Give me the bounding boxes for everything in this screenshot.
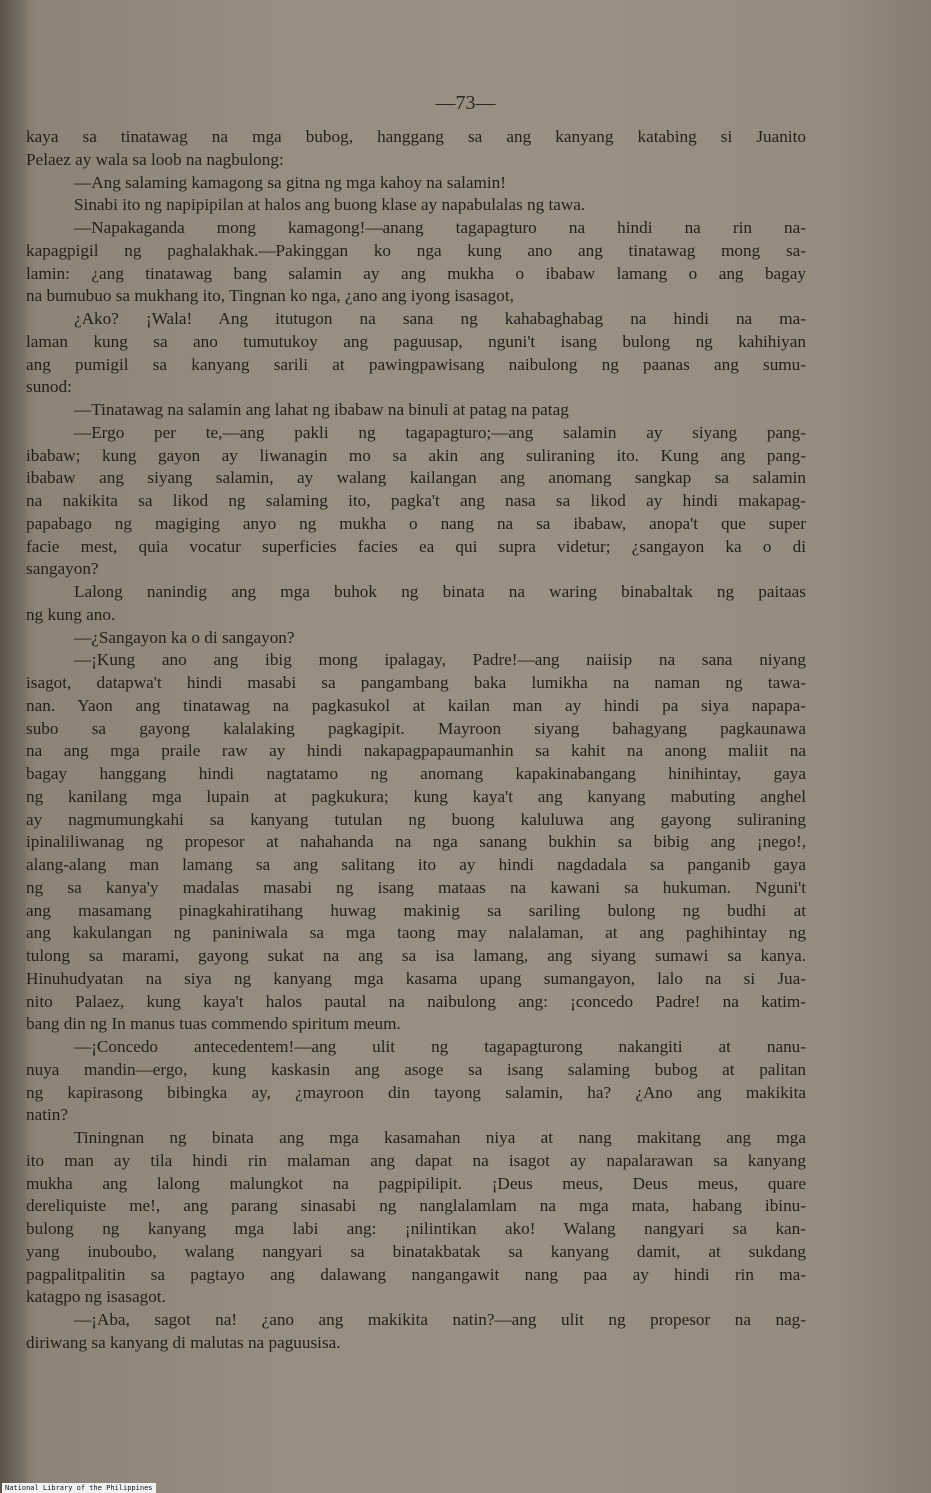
- text-line: —Ergo per te,—ang pakli ng tagapagturo;—ang salamin ay siyang pang-: [74, 422, 806, 442]
- text-line: na ang mga praile raw ay hindi nakapagpapaumanhin sa kahit na anong maliit na: [26, 741, 806, 761]
- text-line: —Napakaganda mong kamagong!—anang tagapagturo na hindi na rin na-: [74, 218, 806, 237]
- text-line: ang kakulangan ng paniniwala sa mga taong may nalalaman, at ang paghihintay ng: [26, 923, 806, 943]
- text-line: ay nagmumungkahi sa kanyang tutulan ng buong kaluluwa ang gayong suliraning: [26, 809, 806, 829]
- text-line: pagpalitpalitin sa pagtayo ang dalawang nangangawit nang paa ay hindi rin ma-: [26, 1264, 806, 1284]
- text-line: yang inuboubo, walang nangyari sa binatakbatak sa kanyang damit, at sukdang: [26, 1241, 806, 1261]
- text-line: katagpo ng isasagot.: [26, 1287, 166, 1307]
- text-line: Pelaez ay wala sa loob na nagbulong:: [26, 149, 284, 169]
- text-line: —¿Sangayon ka o di sangayon?: [74, 627, 295, 647]
- text-line: Hinuhudyatan na siya ng kanyang mga kasama upang sumangayon, lalo na si Jua-: [26, 968, 806, 988]
- text-line: facie mest, quia vocatur superficies facies ea qui supra videtur; ¿sangayon ka o di: [26, 536, 806, 556]
- library-footer: National Library of the Philippines: [2, 1483, 156, 1493]
- text-line: na nakikita sa likod ng salaming ito, pagka't ang nasa sa likod ay hindi makapag-: [26, 491, 806, 510]
- text-line: ng kanilang mga lupain at pagkukura; kung kaya't ang kanyang mabuting anghel: [26, 786, 806, 806]
- text-line: nito Palaez, kung kaya't halos pautal na naibulong ang: ¡concedo Padre! na katim-: [26, 991, 806, 1011]
- text-line: ibabaw ang siyang salamin, ay walang kailangan ang anomang sangkap sa salamin: [26, 468, 806, 488]
- page-text-body: [26, 126, 806, 1355]
- text-line: ¿Ako? ¡Wala! Ang itutugon na sana ng kahabaghabag na hindi na ma-: [74, 309, 806, 328]
- text-line: diriwang sa kanyang di malutas na paguusisa.: [26, 1332, 341, 1352]
- text-line: dereliquiste me!, ang parang sinasabi ng nanglalamlam na mga mata, habang ibinu-: [26, 1196, 806, 1216]
- text-line: —Ang salaming kamagong sa gitna ng mga kahoy na salamin!: [74, 172, 506, 192]
- text-line: ng kung ano.: [26, 604, 116, 624]
- text-line: sunod:: [26, 377, 72, 397]
- text-line: ng sa kanya'y madalas masabi ng isang mataas na kawani sa hukuman. Nguni't: [26, 877, 806, 897]
- text-line: bang din ng In manus tuas commendo spiritum meum.: [26, 1014, 401, 1034]
- text-line: papabago ng magiging anyo ng mukha o nang na sa ibabaw, anopa't que super: [26, 513, 806, 533]
- text-line: bulong ng kanyang mga labi ang: ¡nilintikan ako! Walang nangyari sa kan-: [26, 1219, 806, 1238]
- text-line: sangayon?: [26, 559, 99, 579]
- text-line: ibabaw; kung gayon ay liwanagin mo sa akin ang suliraning ito. Kung ang pang-: [26, 445, 806, 465]
- page-number: —73—: [435, 92, 496, 114]
- text-line: bagay hanggang hindi nagtatamo ng anomang kapakinabangang hinihintay, gaya: [26, 764, 806, 783]
- text-line: ang masamang pinagkahiratihang huwag makinig sa sariling bulong ng budhi at: [26, 900, 806, 920]
- text-line: —¡Concedo antecedentem!—ang ulit ng tagapagturong nakangiti at nanu-: [74, 1037, 806, 1056]
- text-line: laman kung sa ano tumutukoy ang paguusap, nguni't isang bulong ng kahihiyan: [26, 331, 806, 351]
- text-line: —¡Aba, sagot na! ¿ano ang makikita natin?—ang ulit ng propesor na nag-: [74, 1310, 806, 1329]
- text-line: nuya mandin—ergo, kung kaskasin ang asoge sa isang salaming bubog at palitan: [26, 1059, 806, 1079]
- text-line: Tiningnan ng binata ang mga kasamahan niya at nang makitang ang mga: [74, 1128, 806, 1147]
- text-line: ang pumigil sa kanyang sarili at pawingpawisang naibulong ng paanas ang sumu-: [26, 354, 806, 374]
- page-binding-edge: [0, 0, 26, 1493]
- text-line: nan. Yaon ang tinatawag na pagkasukol at kailan man ay hindi pa siya napapa-: [26, 695, 806, 715]
- text-line: Sinabi ito ng napipipilan at halos ang buong klase ay napabulalas ng tawa.: [74, 195, 586, 215]
- text-line: Lalong nanindig ang mga buhok ng binata na waring binabaltak ng paitaas: [74, 582, 806, 601]
- text-line: natin?: [26, 1105, 68, 1125]
- text-line: lamin: ¿ang tinatawag bang salamin ay ang mukha o ibabaw lamang o ang bagay: [26, 263, 806, 283]
- text-line: isagot, datapwa't hindi masabi sa pangambang baka lumikha na naman ng tawa-: [26, 673, 806, 692]
- text-line: kapagpigil ng paghalakhak.—Pakinggan ko nga kung ano ang tinatawag mong sa-: [26, 240, 806, 260]
- text-line: alang-alang man lamang sa ang salitang ito ay hindi nagdadala sa panganib gaya: [26, 855, 806, 874]
- text-line: —¡Kung ano ang ibig mong ipalagay, Padre!—ang naiisip na sana niyang: [74, 650, 806, 670]
- text-line: mukha ang lalong malungkot na pagpipilipit. ¡Deus meus, Deus meus, quare: [26, 1173, 806, 1193]
- text-line: tulong sa marami, gayong sukat na ang sa isa lamang, ang siyang sumawi sa kanya.: [26, 946, 806, 965]
- text-line: na bumubuo sa mukhang ito, Tingnan ko nga, ¿ano ang iyong isasagot,: [26, 286, 514, 306]
- text-line: kaya sa tinatawag na mga bubog, hanggang sa ang kanyang katabing si Juanito: [26, 127, 806, 146]
- text-line: —Tinatawag na salamin ang lahat ng ibabaw na binuli at patag na patag: [74, 400, 569, 419]
- text-line: ito man ay tila hindi rin malaman ang dapat na isagot ay napalarawan sa kanyang: [26, 1150, 806, 1170]
- text-line: subo sa gayong kalalaking pagkagipit. Mayroon siyang bahagyang pagkaunawa: [26, 718, 806, 738]
- text-line: ipinaliliwanag ng propesor at nahahanda na nga sanang bukhin sa bibig ang ¡nego!,: [26, 832, 806, 852]
- text-line: ng kapirasong bibingka ay, ¿mayroon din tayong salamin, ha? ¿Ano ang makikita: [26, 1082, 806, 1102]
